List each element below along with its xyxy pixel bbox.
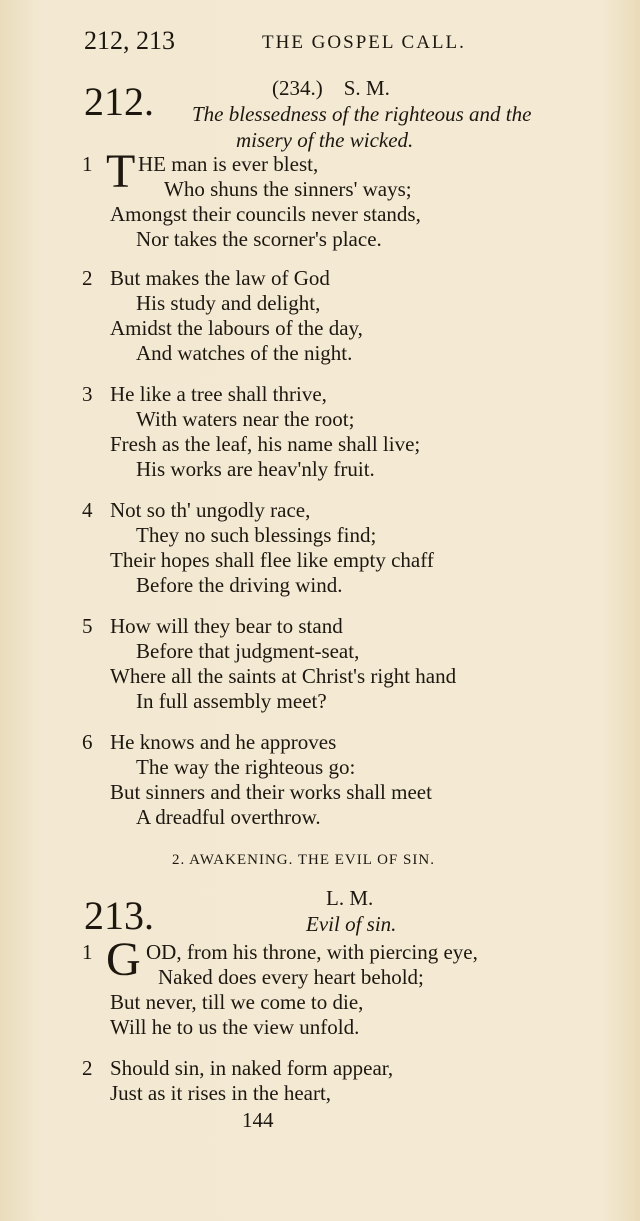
verse-line: He like a tree shall thrive,: [110, 382, 327, 406]
page-number: 144: [242, 1108, 274, 1132]
section-heading: 2. AWAKENING. THE EVIL OF SIN.: [172, 852, 435, 868]
verse-line: Not so th' ungodly race,: [110, 498, 311, 522]
verse-line: Amongst their councils never stands,: [110, 202, 421, 226]
verse-number: 5: [82, 614, 93, 638]
verse-line: Just as it rises in the heart,: [110, 1081, 332, 1105]
verse-number: 2: [82, 266, 93, 290]
verse-line: How will they bear to stand: [110, 614, 343, 638]
verse-number: 6: [82, 730, 93, 754]
verse-number: 1: [82, 152, 93, 176]
verse-line: Fresh as the leaf, his name shall live;: [110, 432, 421, 456]
header-hymn-numbers: 212, 213: [84, 26, 175, 55]
hymn-number-212: 212.: [84, 79, 154, 124]
drop-cap: T: [106, 145, 136, 198]
verse-number: 1: [82, 940, 93, 964]
verse-line: With waters near the root;: [136, 407, 355, 431]
verse-line: In full assembly meet?: [136, 689, 327, 713]
verse-line: His study and delight,: [136, 291, 321, 315]
verse-line: Should sin, in naked form appear,: [110, 1056, 394, 1080]
verse-line: But never, till we come to die,: [110, 990, 364, 1014]
verse-number: 2: [82, 1056, 93, 1080]
verse-line: Where all the saints at Christ's right hand: [110, 664, 457, 688]
hymn-213-subtitle: Evil of sin.: [306, 912, 397, 936]
verse-line: His works are heav'nly fruit.: [136, 457, 375, 481]
verse-line: Their hopes shall flee like empty chaff: [110, 548, 434, 572]
verse-line: OD, from his throne, with piercing eye,: [146, 940, 478, 964]
verse-line: Will he to us the view unfold.: [110, 1015, 360, 1039]
verse-line: Amidst the labours of the day,: [110, 316, 363, 340]
verse-line: Before that judgment-seat,: [136, 639, 360, 663]
verse-number: 3: [82, 382, 93, 406]
verse-line: Who shuns the sinners' ways;: [164, 177, 412, 201]
drop-cap: G: [106, 933, 141, 986]
verse-line: But sinners and their works shall meet: [110, 780, 432, 804]
verse-number: 4: [82, 498, 93, 522]
verse-line: Before the driving wind.: [136, 573, 343, 597]
hymn-number-213: 213.: [84, 893, 154, 938]
hymn-212-meter: (234.) S. M.: [272, 76, 390, 100]
hymn-212-subtitle-line2: misery of the wicked.: [236, 128, 414, 152]
verse-line: Nor takes the scorner's place.: [136, 227, 382, 251]
verse-line: A dreadful overthrow.: [136, 805, 321, 829]
verse-line: HE man is ever blest,: [138, 152, 319, 176]
verse-line: And watches of the night.: [136, 341, 353, 365]
header-title: THE GOSPEL CALL.: [262, 32, 466, 53]
hymn-213-meter: L. M.: [326, 886, 374, 910]
verse-line: The way the righteous go:: [136, 755, 356, 779]
running-header: [84, 26, 624, 58]
verse-line: But makes the law of God: [110, 266, 330, 290]
verse-line: They no such blessings find;: [136, 523, 377, 547]
verse-line: Naked does every heart behold;: [158, 965, 424, 989]
hymn-212-subtitle-line1: The blessedness of the righteous and the: [192, 102, 532, 126]
verse-line: He knows and he approves: [110, 730, 337, 754]
